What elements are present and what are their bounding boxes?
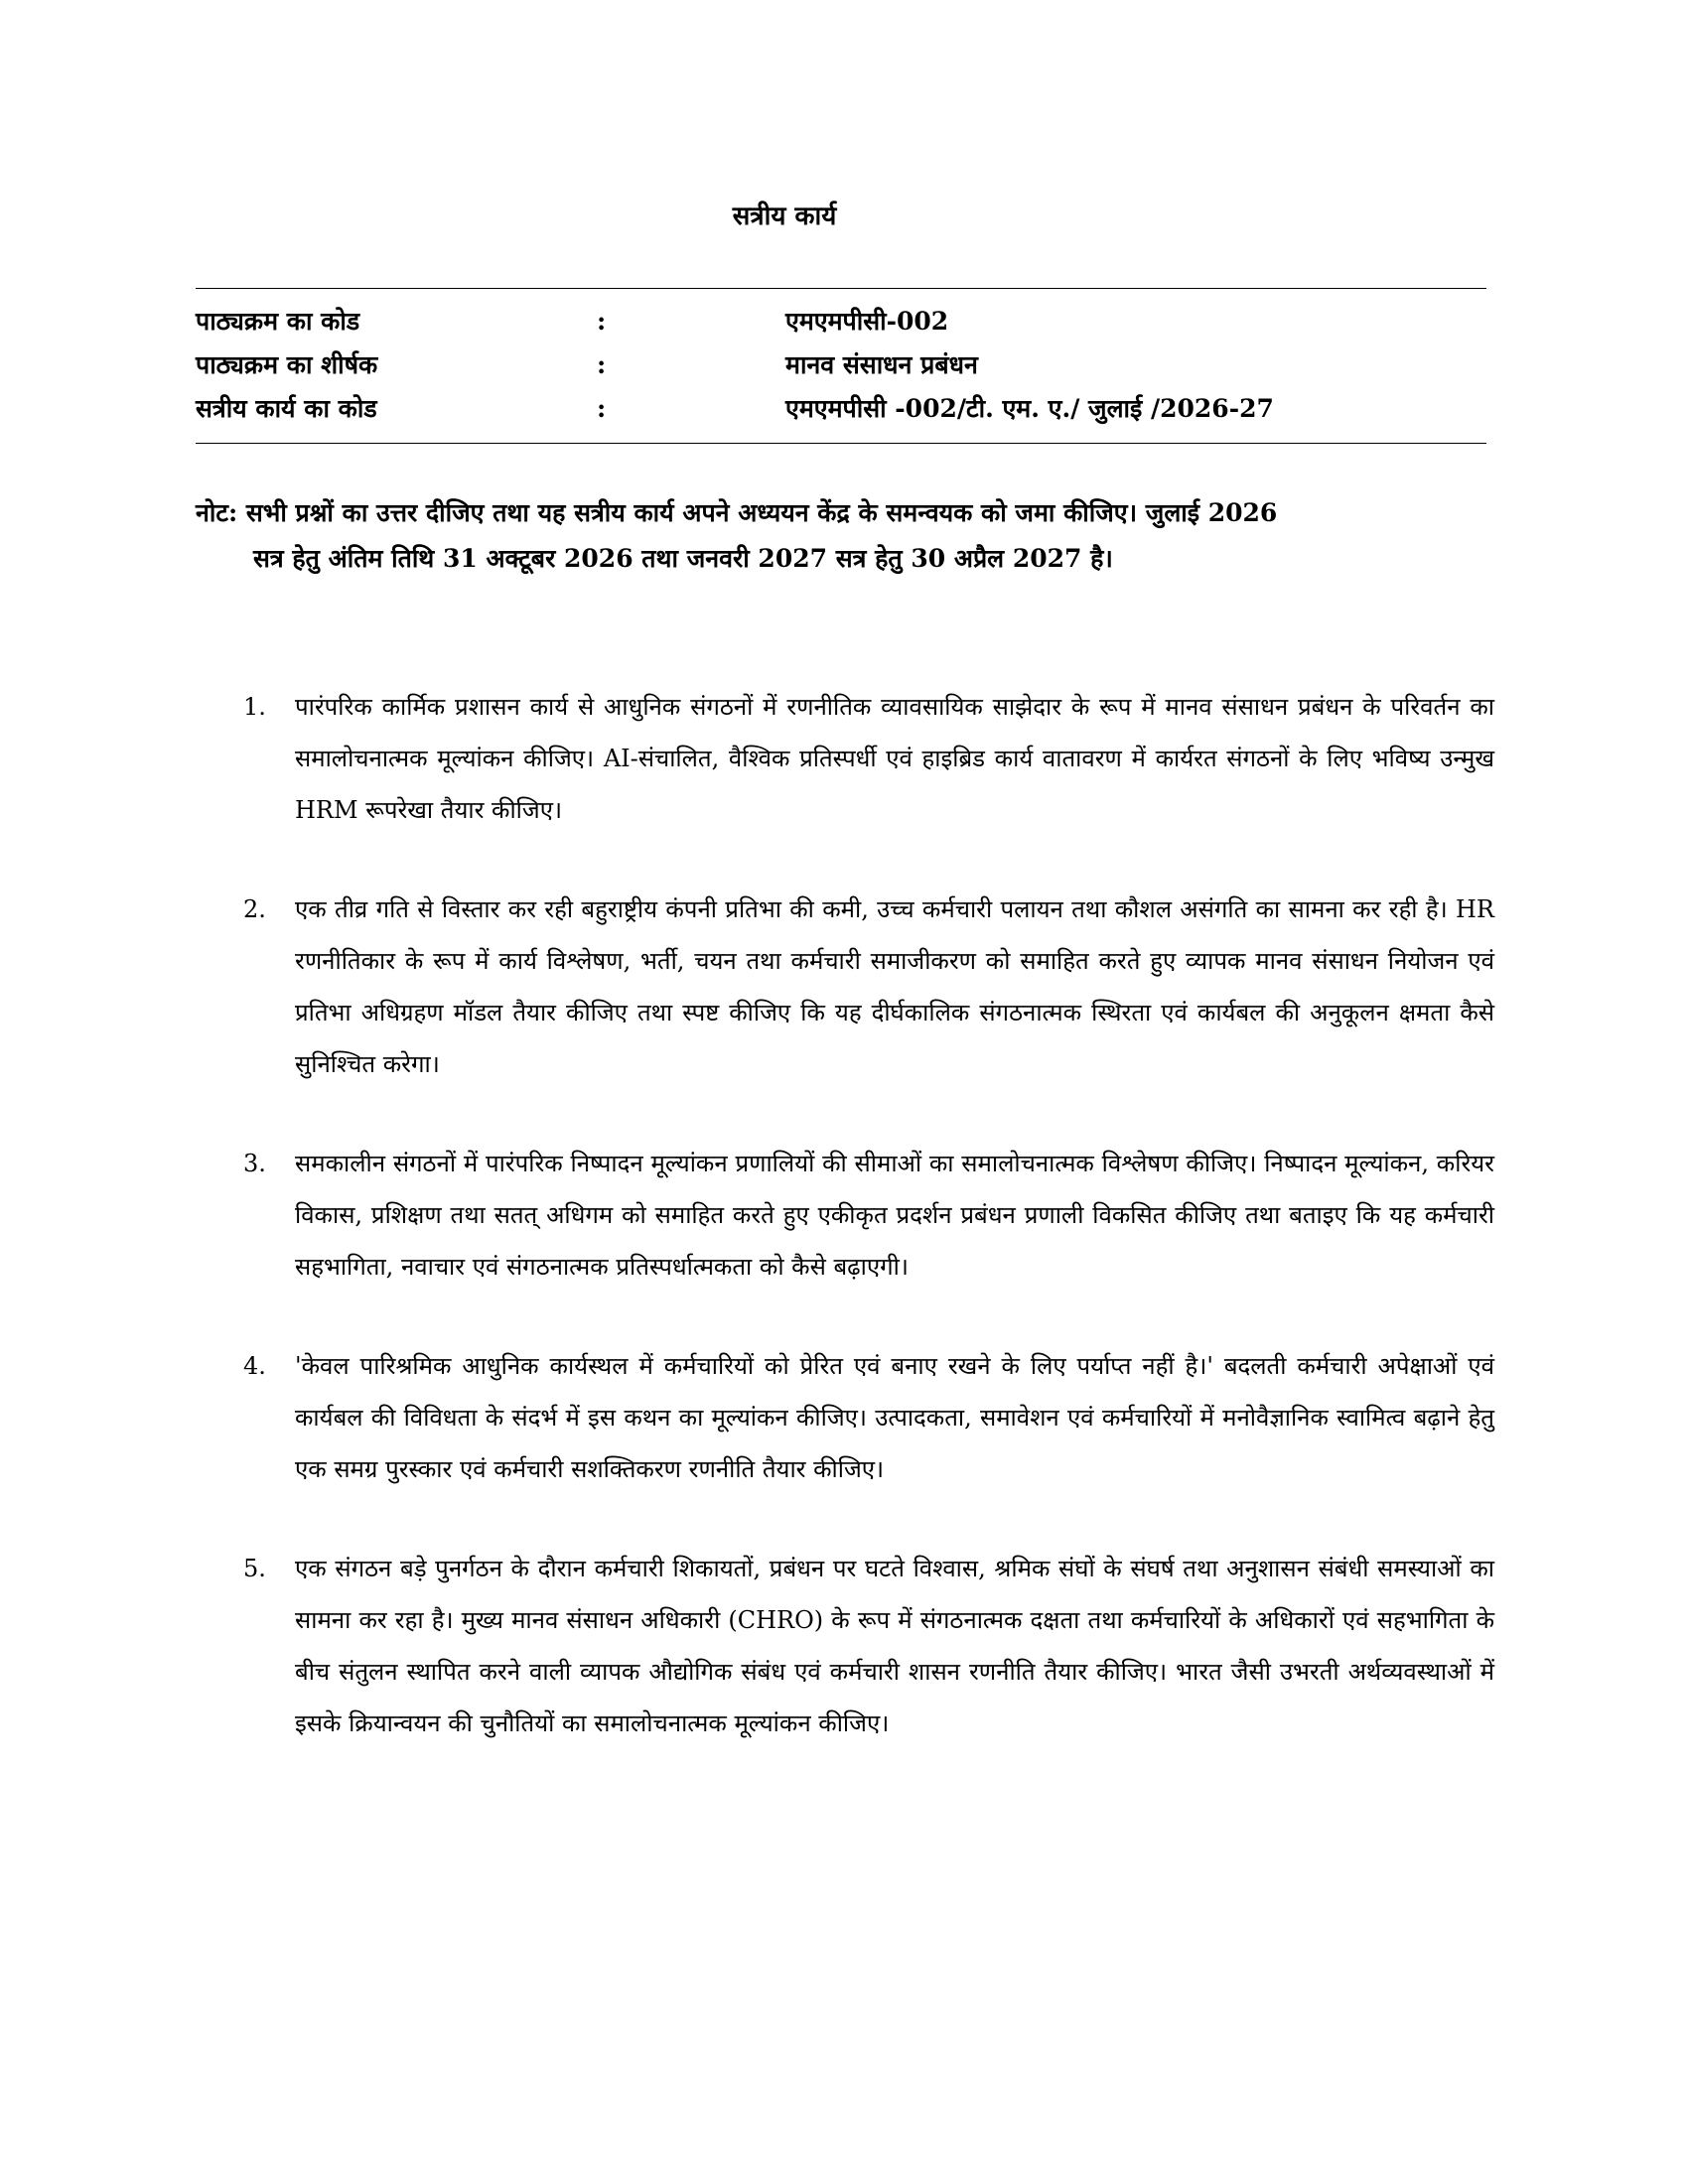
question-text: समकालीन संगठनों में पारंपरिक निष्पादन मूल्यांकन प्रणालियों की सीमाओं का समालोचनात्मक विश्लेषण कीजिए। निष्पादन मूल्यांकन, करियर विकास, प्रशिक्षण तथा सतत् अधिगम को समाहित करते हुए एकीकृत प्रदर्शन प्रबंधन प्रणाली विकसित कीजिए तथा बताइए कि यह कर्मचारी सहभागिता, नवाचार एवं संगठनात्मक प्रतिस्पर्धात्मकता को कैसे बढ़ाएगी।	[295, 1150, 1494, 1281]
question-number: 3.	[243, 1150, 266, 1177]
question-number: 5.	[243, 1555, 266, 1582]
course-code-label: पाठ्यक्रम का कोड	[196, 307, 360, 336]
course-title-separator: :	[597, 350, 607, 379]
question-number: 4.	[243, 1352, 266, 1380]
assignment-code-value: एमएमपीसी -002/टी. एम. ए./ जुलाई /2026-27	[785, 394, 1274, 423]
question-item	[243, 1543, 1494, 1749]
course-code-separator: :	[597, 307, 607, 336]
submission-note-line-1: नोट: सभी प्रश्नों का उत्तर दीजिए तथा यह सत्रीय कार्य अपने अध्ययन केंद्र के समन्वयक को जमा कीजिए। जुलाई 2026	[196, 498, 1278, 527]
header-bottom-divider	[196, 443, 1486, 444]
course-code-value: एमएमपीसी-002	[785, 307, 949, 336]
question-number: 2.	[243, 895, 266, 923]
question-text: एक संगठन बड़े पुनर्गठन के दौरान कर्मचारी शिकायतों, प्रबंधन पर घटते विश्वास, श्रमिक संघों के संघर्ष तथा अनुशासन संबंधी समस्याओं का सामना कर रहा है। मुख्य मानव संसाधन अधिकारी (CHRO) के रूप में संगठनात्मक दक्षता तथा कर्मचारियों के अधिकारों एवं सहभागिता के बीच संतुलन स्थापित करने वाली व्यापक औद्योगिक संबंध एवं कर्मचारी शासन रणनीति तैयार कीजिए। भारत जैसी उभरती अर्थव्यवस्थाओं में इसके क्रियान्वयन की चुनौतियों का समालोचनात्मक मूल्यांकन कीजिए।	[295, 1555, 1494, 1737]
header-top-divider	[196, 288, 1486, 289]
course-title-row	[196, 343, 1486, 387]
assignment-code-row	[196, 387, 1486, 431]
question-item	[243, 1340, 1494, 1495]
question-item	[243, 884, 1494, 1090]
course-title-value: मानव संसाधन प्रबंधन	[785, 350, 978, 379]
question-item	[243, 681, 1494, 836]
submission-note-line-2: सत्र हेतु अंतिम तिथि 31 अक्टूबर 2026 तथा जनवरी 2027 सत्र हेतु 30 अप्रैल 2027 है।	[253, 544, 1113, 573]
question-text: 'केवल पारिश्रमिक आधुनिक कार्यस्थल में कर्मचारियों को प्रेरित एवं बनाए रखने के लिए पर्याप्त नहीं है।' बदलती कर्मचारी अपेक्षाओं एवं कार्यबल की विविधता के संदर्भ में इस कथन का मूल्यांकन कीजिए। उत्पादकता, समावेशन एवं कर्मचारियों में मनोवैज्ञानिक स्वामित्व बढ़ाने हेतु एक समग्र पुरस्कार एवं कर्मचारी सशक्तिकरण रणनीति तैयार कीजिए।	[295, 1352, 1494, 1483]
course-title-label: पाठ्यक्रम का शीर्षक	[196, 350, 378, 379]
question-text: एक तीव्र गति से विस्तार कर रही बहुराष्ट्रीय कंपनी प्रतिभा की कमी, उच्च कर्मचारी पलायन तथा कौशल असंगति का सामना कर रही है। HR रणनीतिकार के रूप में कार्य विश्लेषण, भर्ती, चयन तथा कर्मचारी समाजीकरण को समाहित करते हुए व्यापक मानव संसाधन नियोजन एवं प्रतिभा अधिग्रहण मॉडल तैयार कीजिए तथा स्पष्ट कीजिए कि यह दीर्घकालिक संगठनात्मक स्थिरता एवं कार्यबल की अनुकूलन क्षमता कैसे सुनिश्चित करेगा।	[295, 895, 1494, 1078]
page-title: सत्रीय कार्य	[732, 202, 837, 231]
assignment-code-separator: :	[597, 394, 607, 423]
question-number: 1.	[243, 693, 266, 721]
course-code-row	[196, 300, 1486, 343]
assignment-code-label: सत्रीय कार्य का कोड	[196, 394, 377, 423]
question-item	[243, 1138, 1494, 1293]
question-text: पारंपरिक कार्मिक प्रशासन कार्य से आधुनिक संगठनों में रणनीतिक व्यावसायिक साझेदार के रूप में मानव संसाधन प्रबंधन के परिवर्तन का समालोचनात्मक मूल्यांकन कीजिए। AI-संचालित, वैश्विक प्रतिस्पर्धी एवं हाइब्रिड कार्य वातावरण में कार्यरत संगठनों के लिए भविष्य उन्मुख HRM रूपरेखा तैयार कीजिए।	[295, 693, 1494, 824]
question-list	[243, 681, 1494, 1797]
submission-note	[196, 490, 1496, 582]
